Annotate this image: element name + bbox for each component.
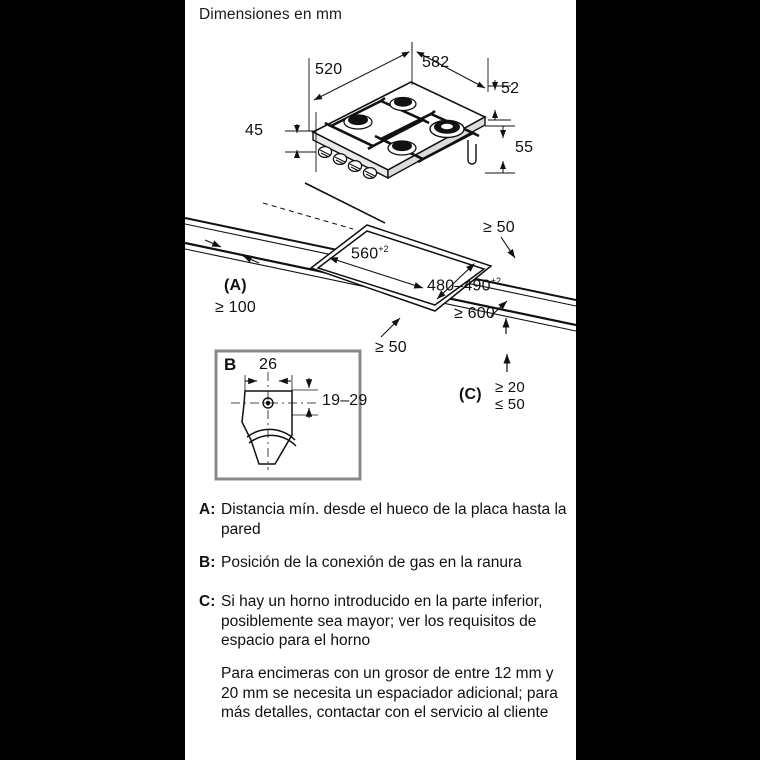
diagram-sheet [185,0,576,760]
dimension-label-26: 26 [259,356,278,373]
legend-item-b [199,553,571,575]
marker-label-C: (C) [459,386,482,403]
legend-item-c [199,592,571,653]
clearance-label-side-600: ≥ 600 [454,305,495,322]
clearance-label-wall-100: ≥ 100 [215,299,256,316]
legend-item-a [199,500,571,541]
dimension-label-cutout-depth [427,276,501,295]
cutout-depth-tolerance: +2 [490,276,501,286]
detail-b-group [216,351,360,479]
dimension-label-52: 52 [501,80,520,97]
left-letterbox-bar [0,0,185,760]
dimension-label-55: 55 [515,139,534,156]
dimension-label-582: 582 [422,54,450,71]
clearance-label-rear-50: ≥ 50 [483,219,515,236]
legend-key-b: B: [199,554,216,571]
cutout-width-value: 560 [351,245,379,263]
clearance-label-under-20: ≥ 20 [495,379,525,396]
clearance-label-under-50: ≤ 50 [495,396,525,413]
cutout-width-tolerance: +2 [378,244,389,254]
right-letterbox-bar [576,0,760,760]
cutout-depth-value: 480–490 [427,277,491,295]
dimension-label-cutout-width [351,244,389,263]
marker-label-B: B [224,355,237,374]
page-title: Dimensiones en mm [199,6,342,23]
dimension-label-520: 520 [315,61,343,78]
legend-text-c: Si hay un horno introducido en la parte inferior, posiblemente sea mayor; ver los requisitos de espacio para el horno [221,593,543,650]
legend-text-b: Posición de la conexión de gas en la ranura [221,554,522,571]
marker-label-A: (A) [224,277,247,294]
clearance-label-front-50: ≥ 50 [375,339,407,356]
legend-key-a: A: [199,501,216,518]
legend-text-a: Distancia mín. desde el hueco de la placa hasta la pared [221,501,567,538]
legend-note: Para encimeras con un grosor de entre 12 mm y 20 mm se necesita un espaciador adicional; para más detalles, contactar con el servicio al cliente [221,665,558,722]
dimension-label-45: 45 [245,122,264,139]
legend-key-c: C: [199,593,216,610]
dimension-label-19-29: 19–29 [322,392,368,409]
